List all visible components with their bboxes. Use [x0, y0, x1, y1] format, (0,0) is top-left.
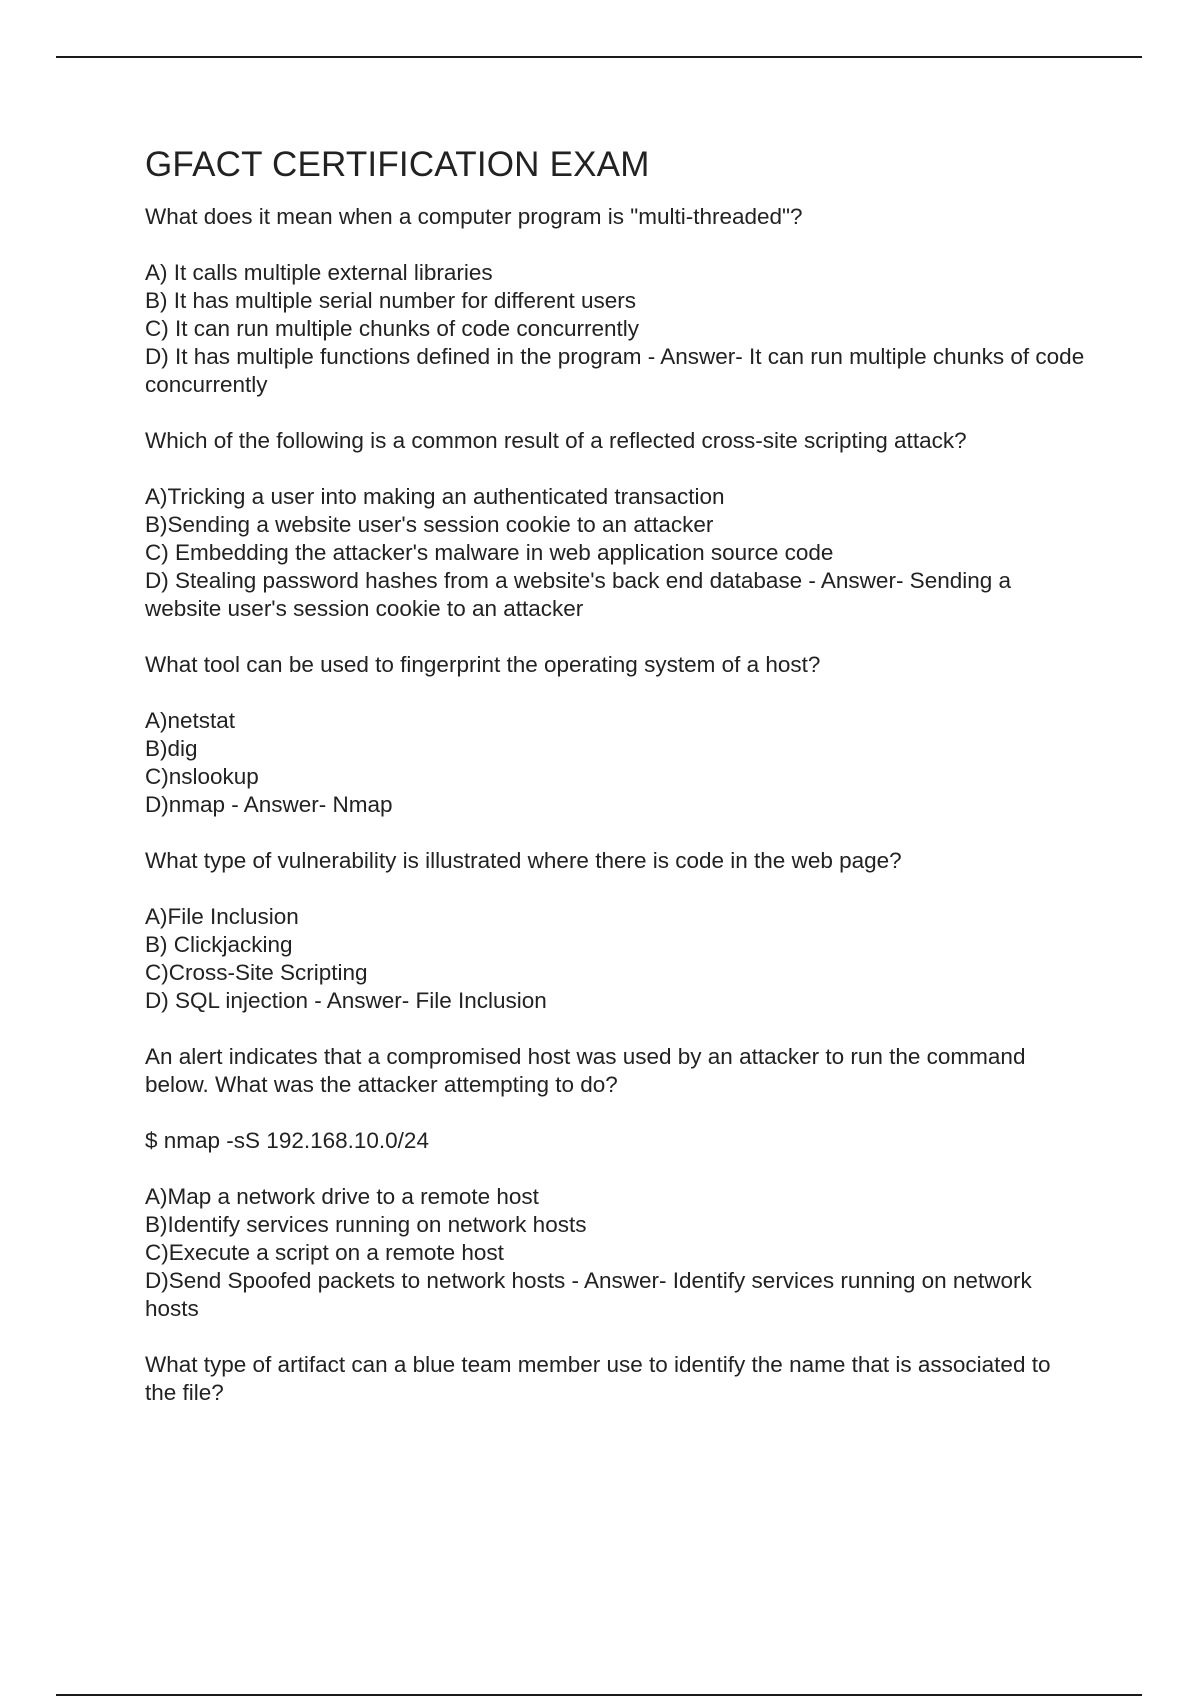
option-b: B)Identify services running on network hosts [145, 1212, 587, 1237]
options-list [145, 707, 1085, 819]
question-prompt: Which of the following is a common result of a reflected cross-site scripting attack? [145, 428, 967, 453]
option-b: B)dig [145, 736, 198, 761]
option-c: C)Execute a script on a remote host [145, 1240, 504, 1265]
question-block [145, 427, 1085, 623]
options-list [145, 903, 1085, 1015]
option-b: B) It has multiple serial number for different users [145, 288, 637, 313]
document-body [145, 143, 1085, 1435]
option-d-with-answer: D) SQL injection - Answer- File Inclusion [145, 988, 547, 1013]
bottom-rule [56, 1694, 1142, 1696]
question-block [145, 203, 1085, 399]
option-c: C) Embedding the attacker's malware in web application source code [145, 540, 834, 565]
option-b: B)Sending a website user's session cookie to an attacker [145, 512, 714, 537]
question-prompt: What tool can be used to fingerprint the operating system of a host? [145, 652, 821, 677]
question-prompt: What type of artifact can a blue team member use to identify the name that is associated to the file? [145, 1352, 1057, 1405]
question-prompt: An alert indicates that a compromised host was used by an attacker to run the command below. What was the attacker attempting to do? [145, 1044, 1032, 1097]
option-c: C)nslookup [145, 764, 259, 789]
option-a: A)File Inclusion [145, 904, 299, 929]
command-line: $ nmap -sS 192.168.10.0/24 [145, 1128, 429, 1153]
option-a: A) It calls multiple external libraries [145, 260, 493, 285]
question-block [145, 1351, 1085, 1407]
option-c: C) It can run multiple chunks of code concurrently [145, 316, 639, 341]
option-d-with-answer: D)nmap - Answer- Nmap [145, 792, 393, 817]
top-rule [56, 56, 1142, 58]
options-list [145, 483, 1085, 623]
document-title: GFACT CERTIFICATION EXAM [145, 145, 650, 184]
question-block [145, 847, 1085, 1015]
option-d-with-answer: D) It has multiple functions defined in the program - Answer- It can run multiple chunks of code concurrently [145, 344, 1085, 397]
option-a: A)netstat [145, 708, 236, 733]
options-list [145, 1183, 1085, 1323]
options-list [145, 259, 1085, 399]
option-a: A)Map a network drive to a remote host [145, 1184, 539, 1209]
question-prompt: What type of vulnerability is illustrated where there is code in the web page? [145, 848, 902, 873]
question-prompt: What does it mean when a computer program is "multi-threaded"? [145, 204, 803, 229]
option-d-with-answer: D)Send Spoofed packets to network hosts - Answer- Identify services running on network hosts [145, 1268, 1032, 1321]
question-block [145, 651, 1085, 819]
option-d-with-answer: D) Stealing password hashes from a website's back end database - Answer- Sending a website user's session cookie to an attacker [145, 568, 1012, 621]
option-a: A)Tricking a user into making an authenticated transaction [145, 484, 725, 509]
option-c: C)Cross-Site Scripting [145, 960, 368, 985]
question-block [145, 1043, 1085, 1323]
option-b: B) Clickjacking [145, 932, 293, 957]
